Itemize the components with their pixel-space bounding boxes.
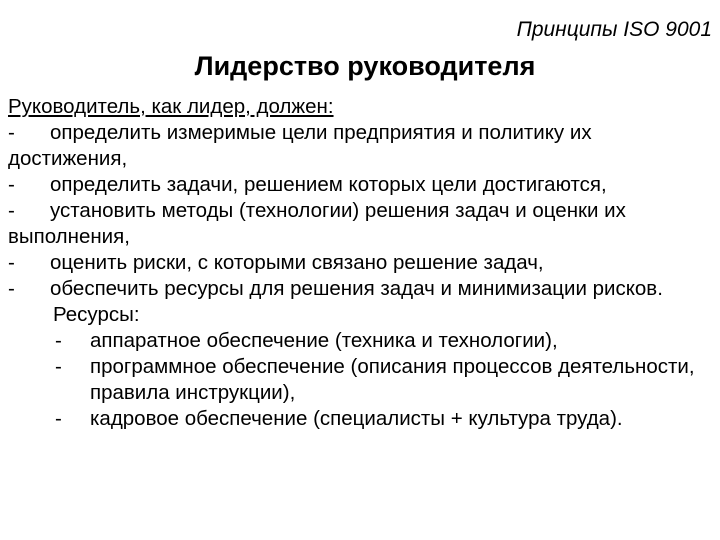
list-item — [8, 172, 716, 198]
principle-label: Принципы ISO 9001 — [516, 18, 712, 41]
list-item — [8, 198, 716, 250]
list-dash: - — [8, 121, 15, 144]
list-item-text: обеспечить ресурсы для решения задач и минимизации рисков. — [50, 277, 663, 300]
list-item — [8, 250, 716, 276]
resource-item — [53, 328, 716, 354]
resource-item-text: кадровое обеспечение (специалисты + культура труда). — [90, 407, 623, 430]
resource-item — [53, 354, 716, 406]
list-dash: - — [8, 277, 15, 300]
list-dash: - — [55, 407, 62, 430]
intro-text: Руководитель, как лидер, должен: — [8, 95, 334, 118]
slide-body — [8, 94, 716, 432]
resource-item-text: аппаратное обеспечение (техника и технологии), — [90, 329, 558, 352]
list-dash: - — [8, 173, 15, 196]
resource-item-text: программное обеспечение (описания процессов деятельности, правила инструкции), — [90, 355, 695, 404]
list-dash: - — [55, 355, 62, 378]
page-title: Лидерство руководителя — [194, 51, 536, 81]
list-item-text: определить задачи, решением которых цели достигаются, — [50, 173, 607, 196]
list-dash: - — [55, 329, 62, 352]
list-dash: - — [8, 199, 15, 222]
list-item — [8, 276, 716, 302]
list-item-text: оценить риски, с которыми связано решение задач, — [50, 251, 544, 274]
resources-title: Ресурсы: — [53, 303, 140, 326]
list-item — [8, 120, 716, 172]
resources-section — [53, 302, 716, 432]
resource-item — [53, 406, 716, 432]
list-item-text: определить измеримые цели предприятия и политику их достижения, — [8, 121, 592, 170]
list-dash: - — [8, 251, 15, 274]
list-item-text: установить методы (технологии) решения задач и оценки их выполнения, — [8, 199, 626, 248]
